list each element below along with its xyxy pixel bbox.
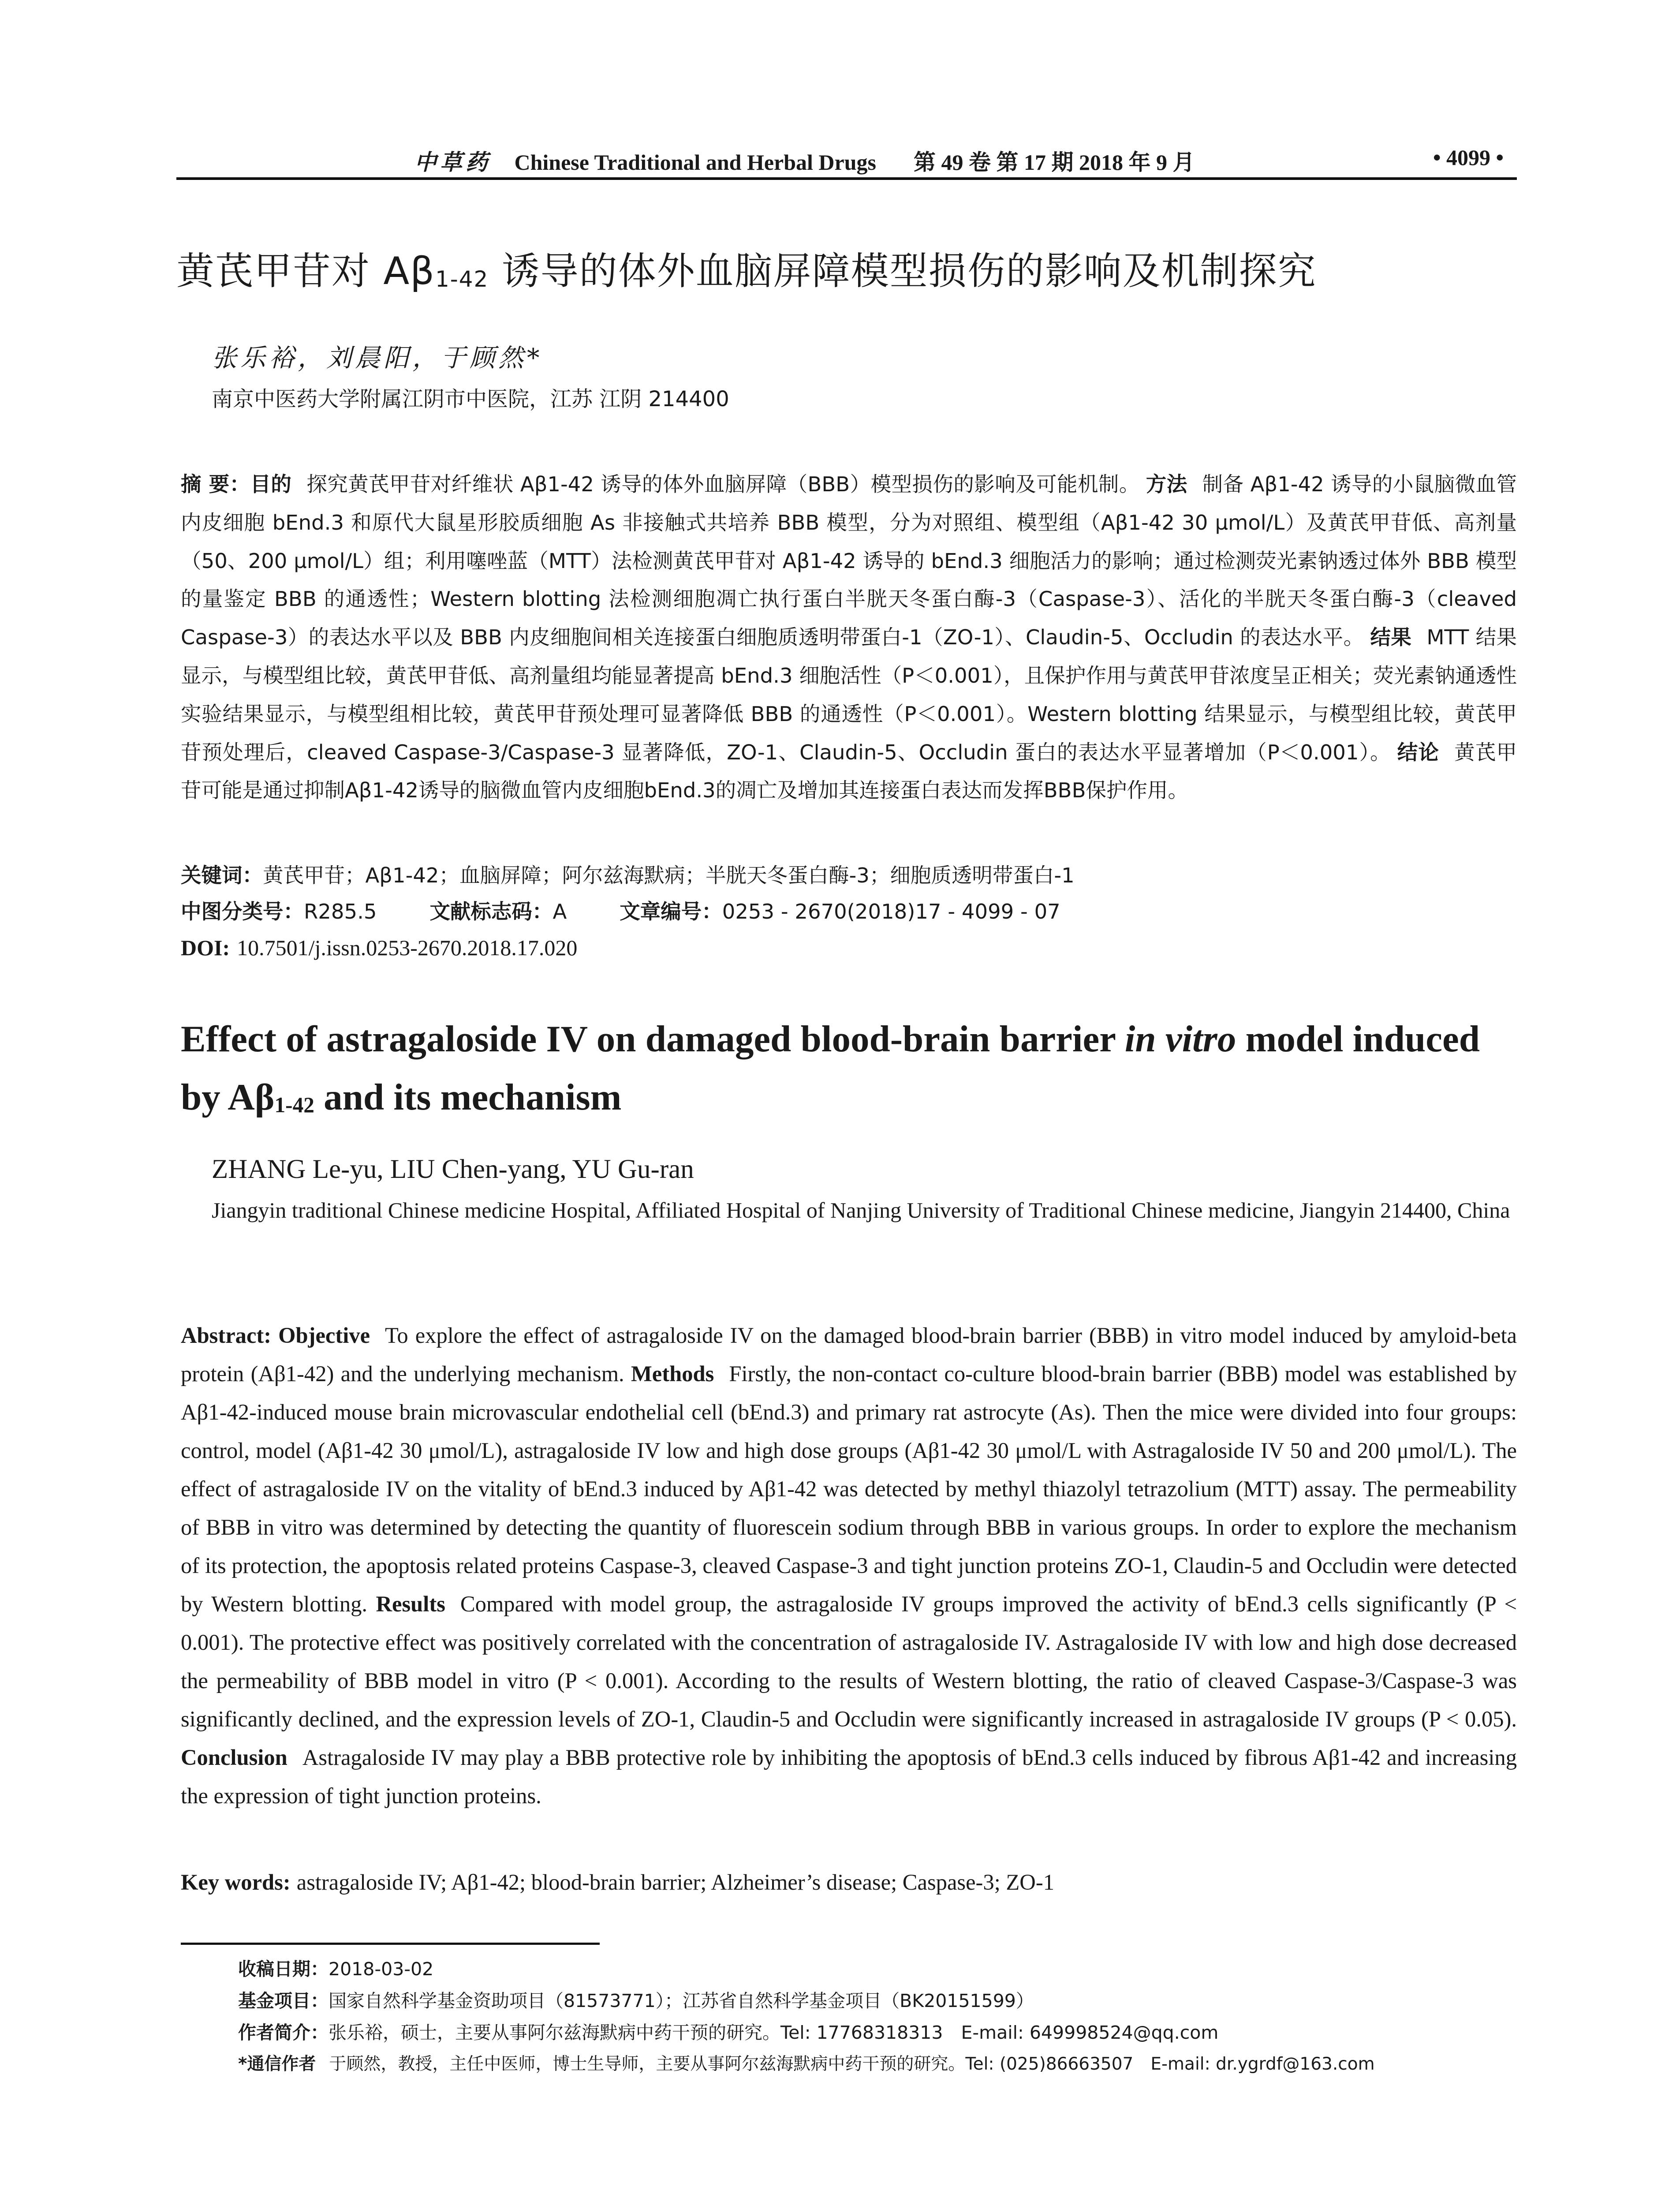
- english-authors: ZHANG Le-yu, LIU Chen-yang, YU Gu-ran: [212, 1155, 694, 1184]
- conclusion-label: 结论: [1397, 740, 1440, 764]
- english-title: [181, 1010, 1517, 1126]
- clc-label: 中图分类号：: [181, 900, 304, 923]
- methods-text: 制备 Aβ1-42 诱导的小鼠脑微血管内皮细胞 bEnd.3 和原代大鼠星形胶质细胞 As 非接触式共培养 BBB 模型，分为对照组、模型组（Aβ1-42 30 μmol/L）及黄芪甲苷低、高剂量（50、200 μmol/L）组；利用噻唑蓝（MTT）法检测黄芪甲苷对 Aβ1-42 诱导的 bEnd.3 细胞活力的影响；通过检测荧光素钠透过体外 BBB 模型的量鉴定 BBB 的通透性；Western blotting 法检测细胞凋亡执行蛋白半胱天冬蛋白酶-3（Caspase-3）、活化的半胱天冬蛋白酶-3（cleaved Caspase-3）的表达水平以及 BBB 内皮细胞间相关连接蛋白细胞质透明带蛋白-1（ZO-1）、Claudin-5、Occludin 的表达水平。: [181, 472, 1517, 650]
- doi-label: DOI:: [181, 935, 230, 960]
- methods-label: 方法: [1146, 472, 1187, 496]
- page-number: • 4099 •: [1433, 145, 1504, 170]
- footnote-fund: [238, 1988, 1034, 2014]
- footnote-author: [238, 2019, 1218, 2046]
- objective-label: 目的: [250, 472, 292, 496]
- english-abstract: [181, 1316, 1517, 1815]
- english-title-part: and its mechanism: [314, 1076, 622, 1118]
- keywords-text: astragaloside IV; Aβ1-42; blood-brain barrier; Alzheimer’s disease; Caspase-3; ZO-1: [296, 1870, 1054, 1895]
- methods-text: Firstly, the non-contact co-culture blood-brain barrier (BBB) model was established by Aβ1-42-induced mouse brain microvascular endothelial cell (bEnd.3) and primary rat astrocyte (As). Then the mice were divided into four groups: control, model (Aβ1-42 30 μmol/L), astragaloside IV low and high dose groups (Aβ1-42 30 μmol/L with Astragaloside IV 50 and 200 μmol/L). The effect of astragaloside IV on the vitality of bEnd.3 induced by Aβ1-42 was detected by methyl thiazolyl tetrazolium (MTT) assay. The permeability of BBB in vitro was determined by detecting the quantity of fluorescein sodium through BBB in various groups. In order to explore the mechanism of its protection, the apoptosis related proteins Caspase-3, cleaved Caspase-3 and tight junction proteins ZO-1, Claudin-5 and Occludin were detected by Western blotting.: [181, 1361, 1517, 1616]
- journal-issue: 第 49 卷 第 17 期 2018 年 9 月: [913, 150, 1195, 175]
- corresponding-label: *通信作者: [238, 2054, 316, 2074]
- running-header: [176, 140, 1517, 175]
- clc-value: R285.5: [304, 900, 377, 923]
- keywords-label: 关键词：: [181, 863, 263, 887]
- journal-name: Chinese Traditional and Herbal Drugs: [514, 150, 876, 175]
- english-title-part: Effect of astragaloside IV on damaged blood-brain barrier: [181, 1018, 1125, 1060]
- abstract-objective-label: Abstract: Objective: [181, 1323, 370, 1348]
- conclusion-text: 黄芪甲苷可能是通过抑制Aβ1-42诱导的脑微血管内皮细胞bEnd.3的凋亡及增加其连接蛋白表达而发挥BBB保护作用。: [181, 740, 1517, 803]
- objective-text: To explore the effect of astragaloside IV on the damaged blood-brain barrier (BBB) in vitro model induced by amyloid-beta protein (Aβ1-42) and the underlying mechanism.: [181, 1323, 1517, 1386]
- chinese-title-subscript: 1-42: [435, 266, 489, 292]
- journal-logo: 中草药: [414, 149, 491, 175]
- classification-line: [181, 896, 1060, 927]
- methods-label: Methods: [631, 1361, 714, 1386]
- doi-line: [181, 932, 577, 963]
- conclusion-label: Conclusion: [181, 1745, 287, 1770]
- chinese-authors: 张乐裕，刘晨阳，于顾然*: [212, 344, 543, 373]
- footnote-received: [238, 1956, 433, 1982]
- fund-label: 基金项目：: [238, 1990, 329, 2011]
- corresponding-value: 于顾然，教授，主任中医师，博士生导师，主要从事阿尔兹海默病中药干预的研究。Tel: (025)86663507 E-mail: dr.ygrdf@163.com: [329, 2054, 1375, 2074]
- keywords-text: 黄芪甲苷；Aβ1-42；血脑屏障；阿尔兹海默病；半胱天冬蛋白酶-3；细胞质透明带蛋白-1: [263, 863, 1075, 887]
- author-value: 张乐裕，硕士，主要从事阿尔兹海默病中药干预的研究。Tel: 17768318313 E-mail: 649998524@qq.com: [329, 2022, 1219, 2043]
- author-label: 作者简介：: [238, 2022, 329, 2043]
- chinese-title: [176, 245, 1517, 298]
- received-label: 收稿日期：: [238, 1958, 329, 1980]
- article-number-label: 文章编号：: [620, 900, 722, 923]
- conclusion-text: Astragaloside IV may play a BBB protective role by inhibiting the apoptosis of bEnd.3 cells induced by fibrous Aβ1-42 and increasing the expression of tight junction proteins.: [181, 1745, 1517, 1808]
- header-divider: [176, 177, 1517, 180]
- english-affiliation: Jiangyin traditional Chinese medicine Hospital, Affiliated Hospital of Nanjing University of Traditional Chinese medicine, Jiangyin 214400, China: [212, 1198, 1510, 1222]
- english-title-part: model induced by Aβ: [181, 1018, 1480, 1118]
- footnote-corresponding: [238, 2051, 1375, 2078]
- chinese-abstract: [181, 465, 1517, 810]
- journal-masthead: [414, 145, 1195, 176]
- doccode-label: 文献标志码：: [429, 900, 553, 923]
- footnote-divider: [181, 1943, 600, 1945]
- chinese-keywords: [181, 860, 1075, 891]
- results-text: MTT 结果显示，与模型组比较，黄芪甲苷低、高剂量组均能显著提高 bEnd.3 细胞活性（P＜0.001），且保护作用与黄芪甲苷浓度呈正相关；荧光素钠通透性实验结果显示，与模型组相比较，黄芪甲苷预处理可显著降低 BBB 的通透性（P＜0.001）。Western blotting 结果显示，与模型组比较，黄芪甲苷预处理后，cleaved Caspase-3/Caspase-3 显著降低，ZO-1、Claudin-5、Occludin 蛋白的表达水平显著增加（P＜0.001）。: [181, 625, 1517, 764]
- results-text: Compared with model group, the astragaloside IV groups improved the activity of bEnd.3 cells significantly (P < 0.001). The protective effect was positively correlated with the concentration of astragaloside IV. Astragaloside IV with low and high dose decreased the permeability of BBB model in vitro (P < 0.001). According to the results of Western blotting, the ratio of cleaved Caspase-3/Caspase-3 was significantly declined, and the expression levels of ZO-1, Claudin-5 and Occludin were significantly increased in astragaloside IV groups (P < 0.05).: [181, 1592, 1517, 1731]
- article-number-value: 0253 - 2670(2018)17 - 4099 - 07: [722, 900, 1060, 923]
- chinese-title-part: 诱导的体外血脑屏障模型损伤的影响及机制探究: [489, 249, 1317, 293]
- doccode-value: A: [553, 900, 567, 923]
- doi-value: 10.7501/j.issn.0253-2670.2018.17.020: [237, 935, 578, 960]
- english-title-subscript: 1-42: [274, 1092, 314, 1117]
- chinese-title-part: 黄芪甲苷对 Aβ: [176, 249, 436, 293]
- abstract-label: 摘 要：: [181, 472, 250, 496]
- results-label: 结果: [1370, 625, 1412, 650]
- keywords-label: Key words:: [181, 1870, 291, 1895]
- received-value: 2018-03-02: [329, 1958, 434, 1980]
- fund-value: 国家自然科学基金资助项目（81573771）；江苏省自然科学基金项目（BK20151599）: [329, 1990, 1034, 2011]
- results-label: Results: [376, 1592, 445, 1616]
- english-keywords: [181, 1863, 1517, 1902]
- objective-text: 探究黄芪甲苷对纤维状 Aβ1-42 诱导的体外血脑屏障（BBB）模型损伤的影响及可能机制。: [306, 472, 1140, 496]
- chinese-affiliation: 南京中医药大学附属江阴市中医院，江苏 江阴 214400: [212, 387, 729, 411]
- english-title-italic: in vitro: [1124, 1018, 1236, 1060]
